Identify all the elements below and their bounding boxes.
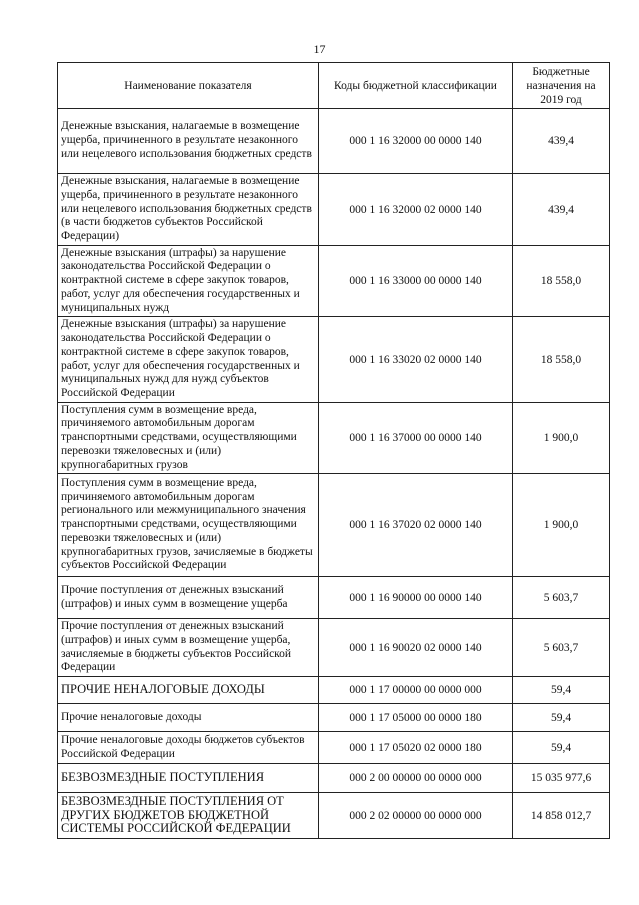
header-name: Наименование показателя xyxy=(58,63,319,109)
table-row xyxy=(58,246,610,317)
table-row xyxy=(58,677,610,704)
row-code: 000 1 16 90000 00 0000 140 xyxy=(319,577,513,619)
row-amount: 5 603,7 xyxy=(513,577,610,619)
row-name: Прочие неналоговые доходы xyxy=(58,704,319,732)
row-name: БЕЗВОЗМЕЗДНЫЕ ПОСТУПЛЕНИЯ xyxy=(58,764,319,793)
row-code: 000 1 16 37000 00 0000 140 xyxy=(319,403,513,474)
row-code: 000 2 00 00000 00 0000 000 xyxy=(319,764,513,793)
budget-table xyxy=(57,62,610,839)
row-name: Денежные взыскания, налагаемые в возмещение ущерба, причиненного в результате незаконного или нецелевого использования бюджетных средств (в части бюджетов субъектов Российской Федерации) xyxy=(58,174,319,246)
row-amount: 14 858 012,7 xyxy=(513,793,610,839)
table-row xyxy=(58,317,610,403)
row-amount: 5 603,7 xyxy=(513,619,610,677)
table-row xyxy=(58,174,610,246)
row-code: 000 1 16 90020 02 0000 140 xyxy=(319,619,513,677)
row-amount: 59,4 xyxy=(513,704,610,732)
row-name: Прочие поступления от денежных взысканий (штрафов) и иных сумм в возмещение ущерба xyxy=(58,577,319,619)
table-row xyxy=(58,704,610,732)
page-number: 17 xyxy=(313,42,326,56)
row-name: Прочие поступления от денежных взысканий (штрафов) и иных сумм в возмещение ущерба, зачисляемые в бюджеты субъектов Российской Федерации xyxy=(58,619,319,677)
table-row xyxy=(58,732,610,764)
row-name: ПРОЧИЕ НЕНАЛОГОВЫЕ ДОХОДЫ xyxy=(58,677,319,704)
row-name: Прочие неналоговые доходы бюджетов субъектов Российской Федерации xyxy=(58,732,319,764)
row-amount: 18 558,0 xyxy=(513,317,610,403)
table-row xyxy=(58,619,610,677)
header-code: Коды бюджетной классификации xyxy=(319,63,513,109)
row-name: Денежные взыскания, налагаемые в возмещение ущерба, причиненного в результате незаконного или нецелевого использования бюджетных средств xyxy=(58,109,319,174)
row-name: БЕЗВОЗМЕЗДНЫЕ ПОСТУПЛЕНИЯ ОТ ДРУГИХ БЮДЖЕТОВ БЮДЖЕТНОЙ СИСТЕМЫ РОССИЙСКОЙ ФЕДЕРАЦИИ xyxy=(58,793,319,839)
row-name: Денежные взыскания (штрафы) за нарушение законодательства Российской Федерации о контрактной системе в сфере закупок товаров, работ, услуг для обеспечения государственных и муниципальных нужд xyxy=(58,246,319,317)
table-row xyxy=(58,577,610,619)
row-amount: 1 900,0 xyxy=(513,403,610,474)
row-name: Поступления сумм в возмещение вреда, причиняемого автомобильным дорогам регионального или межмуниципального значения транспортными средствами, осуществляющими перевозки тяжеловесных и (или) крупногабаритных грузов, зачисляемые в бюджеты субъектов Российской Федерации xyxy=(58,474,319,577)
row-code: 000 1 16 32000 00 0000 140 xyxy=(319,109,513,174)
table-header-row xyxy=(58,63,610,109)
row-code: 000 1 17 05000 00 0000 180 xyxy=(319,704,513,732)
row-amount: 439,4 xyxy=(513,174,610,246)
row-amount: 439,4 xyxy=(513,109,610,174)
header-amount: Бюджетные назначения на 2019 год xyxy=(513,63,610,109)
table-row xyxy=(58,403,610,474)
table-row xyxy=(58,109,610,174)
table-row xyxy=(58,474,610,577)
row-amount: 15 035 977,6 xyxy=(513,764,610,793)
row-amount: 18 558,0 xyxy=(513,246,610,317)
table-row xyxy=(58,793,610,839)
row-amount: 1 900,0 xyxy=(513,474,610,577)
row-amount: 59,4 xyxy=(513,677,610,704)
row-code: 000 1 17 00000 00 0000 000 xyxy=(319,677,513,704)
table-row xyxy=(58,764,610,793)
row-amount: 59,4 xyxy=(513,732,610,764)
row-code: 000 2 02 00000 00 0000 000 xyxy=(319,793,513,839)
row-code: 000 1 16 37020 02 0000 140 xyxy=(319,474,513,577)
row-name: Денежные взыскания (штрафы) за нарушение законодательства Российской Федерации о контрактной системе в сфере закупок товаров, работ, услуг для обеспечения государственных и муниципальных нужд для нужд субъектов Российской Федерации xyxy=(58,317,319,403)
row-name: Поступления сумм в возмещение вреда, причиняемого автомобильным дорогам транспортными средствами, осуществляющими перевозки тяжеловесных и (или) крупногабаритных грузов xyxy=(58,403,319,474)
row-code: 000 1 17 05020 02 0000 180 xyxy=(319,732,513,764)
row-code: 000 1 16 33020 02 0000 140 xyxy=(319,317,513,403)
row-code: 000 1 16 33000 00 0000 140 xyxy=(319,246,513,317)
row-code: 000 1 16 32000 02 0000 140 xyxy=(319,174,513,246)
